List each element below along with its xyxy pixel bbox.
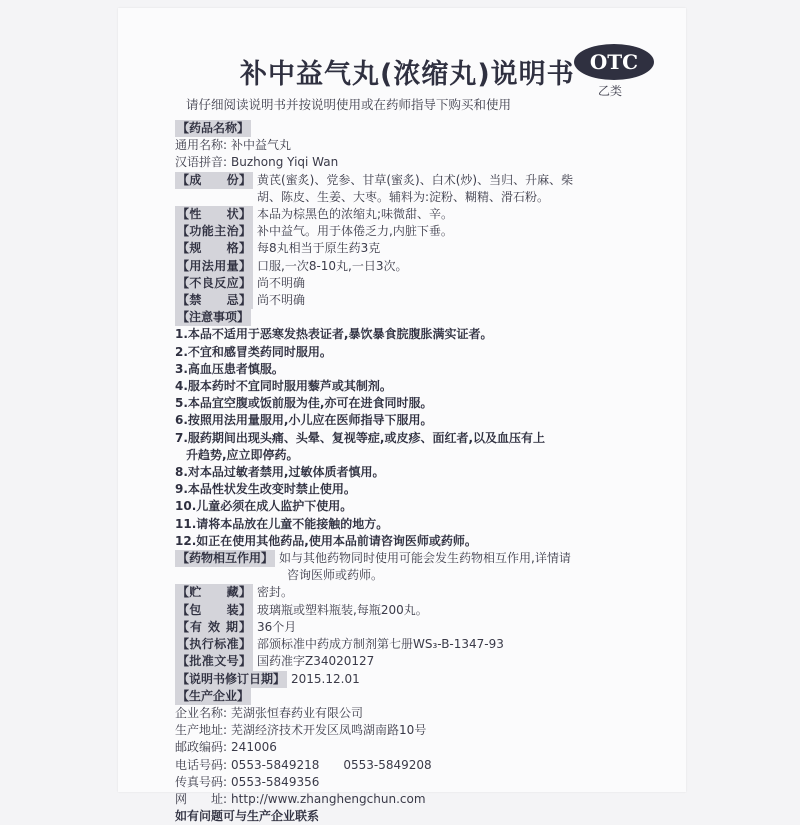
storage-label: 【贮 藏】 — [175, 584, 253, 601]
indications-label: 【功能主治】 — [175, 223, 253, 240]
interactions-row — [175, 550, 665, 567]
pinyin-row — [175, 154, 665, 171]
document-title: 补中益气丸(浓缩丸)说明书 — [240, 59, 575, 90]
otc-badge: OTC — [574, 44, 654, 80]
fax-label: 传真号码: — [175, 774, 228, 789]
precautions-row — [175, 309, 665, 326]
precaution-item: 3.高血压患者慎服。 — [175, 361, 284, 376]
precaution-item-cont: 升趋势,应立即停药。 — [186, 447, 299, 462]
dosage-value: 口服,一次8-10丸,一日3次。 — [257, 258, 408, 273]
company-name-row — [175, 705, 665, 722]
leaflet-content — [175, 120, 665, 825]
website-value: http://www.zhanghengchun.com — [231, 791, 426, 806]
contraindications-value: 尚不明确 — [257, 293, 306, 308]
precaution-item: 4.服本药时不宜同时服用藜芦或其制剂。 — [175, 379, 392, 394]
address-value: 芜湖经济技术开发区凤鸣湖南路10号 — [231, 723, 427, 738]
properties-label: 【性 状】 — [175, 206, 253, 223]
interactions-value-2: 咨询医师或药师。 — [287, 568, 384, 583]
specification-value: 每8丸相当于原生药3克 — [257, 241, 381, 256]
packaging-label: 【包 装】 — [175, 602, 253, 619]
website-label: 网 址: — [175, 791, 228, 806]
contraindications-label: 【禁 忌】 — [175, 292, 253, 309]
precaution-item: 5.本品宜空腹或饭前服为佳,亦可在进食同时服。 — [175, 396, 433, 411]
revision-row — [175, 671, 665, 688]
indications-row — [175, 223, 665, 240]
manufacturer-row — [175, 688, 665, 705]
specification-row — [175, 240, 665, 257]
usage-advice: 请仔细阅读说明书并按说明使用或在药师指导下购买和使用 — [186, 97, 512, 112]
otc-class-label: 乙类 — [598, 84, 623, 98]
precaution-item: 11.请将本品放在儿童不能接触的地方。 — [175, 516, 389, 531]
contraindications-row — [175, 292, 665, 309]
precautions-label: 【注意事项】 — [175, 309, 251, 326]
address-row — [175, 722, 665, 739]
dosage-row — [175, 258, 665, 275]
dosage-label: 【用法用量】 — [175, 258, 253, 275]
composition-row-cont — [175, 189, 665, 206]
pinyin-value: Buzhong Yiqi Wan — [231, 155, 339, 170]
composition-label: 【成 份】 — [175, 172, 253, 189]
standard-label: 【执行标准】 — [175, 636, 253, 653]
adverse-value: 尚不明确 — [257, 275, 306, 290]
packaging-value: 玻璃瓶或塑料瓶装,每瓶200丸。 — [257, 602, 428, 617]
revision-value: 2015.12.01 — [291, 671, 360, 686]
adverse-label: 【不良反应】 — [175, 275, 253, 292]
precaution-item: 1.本品不适用于恶寒发热表证者,暴饮暴食脘腹胀满实证者。 — [175, 327, 493, 342]
properties-value: 本品为棕黑色的浓缩丸;味微甜、辛。 — [257, 207, 454, 222]
precaution-item: 10.儿童必须在成人监护下使用。 — [175, 499, 353, 514]
postcode-row — [175, 739, 665, 756]
standard-value: 部颁标准中药成方制剂第七册WS₃-B-1347-93 — [257, 637, 504, 652]
phone-label: 电话号码: — [175, 757, 228, 772]
manufacturer-label: 【生产企业】 — [175, 688, 251, 705]
composition-value-1: 黄芪(蜜炙)、党参、甘草(蜜炙)、白术(炒)、当归、升麻、柴 — [257, 172, 574, 187]
properties-row — [175, 206, 665, 223]
precaution-item: 6.按照用法用量服用,小儿应在医师指导下服用。 — [175, 413, 433, 428]
postcode-value: 241006 — [231, 740, 277, 755]
pinyin-label: 汉语拼音: — [175, 155, 228, 170]
precaution-item: 2.不宜和感冒类药同时服用。 — [175, 344, 332, 359]
common-name-label: 通用名称: — [175, 138, 228, 153]
storage-row — [175, 584, 665, 601]
fax-row — [175, 774, 665, 791]
interactions-label: 【药物相互作用】 — [175, 550, 275, 567]
interactions-row-cont — [175, 567, 665, 584]
fax-value: 0553-5849356 — [231, 774, 320, 789]
phone-value: 0553-5849218 0553-5849208 — [231, 757, 432, 772]
composition-value-2: 胡、陈皮、生姜、大枣。辅料为:淀粉、糊精、滑石粉。 — [257, 189, 550, 204]
common-name-row — [175, 137, 665, 154]
company-name-label: 企业名称: — [175, 705, 228, 720]
approval-label: 【批准文号】 — [175, 653, 253, 670]
validity-label: 【有 效 期】 — [175, 619, 253, 636]
contact-note: 如有问题可与生产企业联系 — [175, 809, 320, 824]
company-name-value: 芜湖张恒春药业有限公司 — [231, 705, 364, 720]
indications-value: 补中益气。用于体倦乏力,内脏下垂。 — [257, 224, 453, 239]
approval-row — [175, 653, 665, 670]
storage-value: 密封。 — [257, 585, 294, 600]
section-label: 【药品名称】 — [175, 120, 251, 137]
interactions-value-1: 如与其他药物同时使用可能会发生药物相互作用,详情请 — [279, 551, 571, 566]
revision-label: 【说明书修订日期】 — [175, 671, 287, 688]
packaging-row — [175, 602, 665, 619]
composition-row — [175, 172, 665, 189]
precaution-item: 9.本品性状发生改变时禁止使用。 — [175, 482, 356, 497]
phone-row — [175, 757, 665, 774]
validity-row — [175, 619, 665, 636]
postcode-label: 邮政编码: — [175, 740, 228, 755]
precaution-item: 12.如正在使用其他药品,使用本品前请咨询医师或药师。 — [175, 533, 477, 548]
section-drug-name — [175, 120, 665, 137]
validity-value: 36个月 — [257, 619, 297, 634]
precaution-item: 8.对本品过敏者禁用,过敏体质者慎用。 — [175, 465, 385, 480]
adverse-row — [175, 275, 665, 292]
approval-value: 国药准字Z34020127 — [257, 654, 375, 669]
standard-row — [175, 636, 665, 653]
specification-label: 【规 格】 — [175, 240, 253, 257]
address-label: 生产地址: — [175, 723, 228, 738]
precaution-item: 7.服药期间出现头痛、头晕、复视等症,或皮疹、面红者,以及血压有上 — [175, 430, 546, 445]
common-name-value: 补中益气丸 — [231, 138, 292, 153]
